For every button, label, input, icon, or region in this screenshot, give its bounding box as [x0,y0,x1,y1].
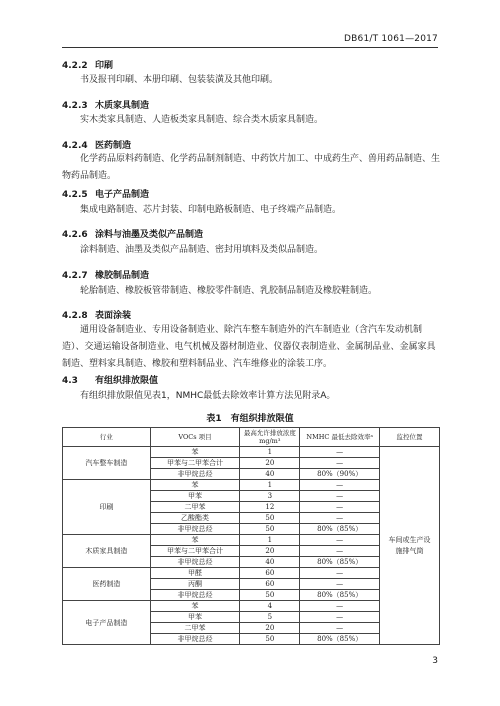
section-number: 4.2.3 [62,101,88,111]
industry-cell: 电子产品制造 [63,601,151,645]
item-cell: 二甲苯 [150,502,240,513]
section-text: 涂料制造、油墨及类似产品制造、密封用填料及类似品制造。 [80,245,324,255]
item-cell: 甲苯 [150,612,240,623]
header-item: VOCs 项目 [150,428,240,447]
industry-cell: 印刷 [63,480,151,535]
section-text: 书及报刊印刷、本册印刷、包装装潢及其他印刷。 [80,75,279,85]
efficiency-cell: 80%（85%） [300,524,380,535]
table-header-row [63,428,440,447]
item-cell: 苯 [150,447,240,458]
item-cell: 甲苯与二甲苯合计 [150,546,240,557]
item-cell: 甲醛 [150,568,240,579]
limit-cell: 50 [240,513,300,524]
item-cell: 非甲烷总烃 [150,634,240,645]
section-heading [62,308,131,321]
efficiency-cell: 80%（85%） [300,590,380,601]
industry-cell: 木质家具制造 [63,535,151,568]
efficiency-cell: — [300,491,380,502]
section-title: 有组织排放限值 [95,376,159,386]
section-text: 通用设备制造业、专用设备制造业、除汽车整车制造外的汽车制造业（含汽车发动机制造）、交通运输设备制造业、电气机械及器材制造业、仪器仪表制造业、金属制品业、金属家具制造、塑料家具制造、橡胶和塑料制品业、汽车维修业的涂装工序。 [62,325,436,369]
efficiency-cell: — [300,623,380,634]
limit-cell: 60 [240,579,300,590]
section-number: 4.2.7 [62,271,88,281]
item-cell: 非甲烷总烃 [150,524,240,535]
limit-cell: 40 [240,557,300,568]
efficiency-cell: — [300,447,380,458]
item-cell: 丙酮 [150,579,240,590]
efficiency-cell: — [300,458,380,469]
section-title: 橡胶制品制造 [95,271,150,281]
item-cell: 甲苯 [150,491,240,502]
item-cell: 非甲烷总烃 [150,469,240,480]
header-industry: 行业 [63,428,151,447]
limit-cell: 1 [240,535,300,546]
efficiency-cell: — [300,480,380,491]
section-heading [62,187,149,200]
efficiency-cell: 80%（85%） [300,634,380,645]
limit-cell: 50 [240,590,300,601]
section-title: 印刷 [95,61,114,71]
section-number: 4.2.5 [62,190,88,200]
standard-code: DB61/T 1061—2017 [344,34,438,44]
section-text: 轮胎制造、橡胶板管带制造、橡胶零件制造、乳胶制品制造及橡胶鞋制造。 [80,286,378,296]
section-heading [62,98,149,111]
section-title: 木质家具制造 [95,101,150,111]
section-number: 4.2.6 [62,230,88,240]
limit-cell: 40 [240,469,300,480]
limit-cell: 20 [240,458,300,469]
item-cell: 苯 [150,601,240,612]
section-number: 4.2.2 [62,61,88,71]
limit-cell: 60 [240,568,300,579]
efficiency-cell: 80%（90%） [300,469,380,480]
limit-cell: 1 [240,447,300,458]
efficiency-cell: 80%（85%） [300,557,380,568]
limit-cell: 50 [240,524,300,535]
section-number: 4.2.8 [62,311,88,321]
item-cell: 乙酸酯类 [150,513,240,524]
limit-cell: 3 [240,491,300,502]
limit-cell: 20 [240,623,300,634]
item-cell: 甲苯与二甲苯合计 [150,458,240,469]
section-heading [62,373,158,386]
section-heading [62,138,131,151]
header-monitor: 监控位置 [380,428,440,447]
efficiency-cell: — [300,546,380,557]
header-limit: 最高允许排放浓度 mg/m³ [240,428,300,447]
item-cell: 非甲烷总烃 [150,557,240,568]
item-cell: 苯 [150,480,240,491]
table-row [63,447,440,458]
limit-cell: 20 [240,546,300,557]
industry-cell: 汽车整车制造 [63,447,151,480]
section-text: 化学药品原料药制造、化学药品制剂制造、中药饮片加工、中成药生产、兽用药品制造、生物药品制造。 [62,154,441,181]
item-cell: 苯 [150,535,240,546]
efficiency-cell: — [300,535,380,546]
section-title: 涂料与油墨及类似产品制造 [95,230,204,240]
efficiency-cell: — [300,601,380,612]
efficiency-cell: — [300,612,380,623]
limit-cell: 1 [240,480,300,491]
section-heading [62,268,149,281]
table-caption: 表1 有组织排放限值 [206,414,294,424]
monitor-cell [380,447,440,645]
limit-cell: 12 [240,502,300,513]
section-text: 实木类家具制造、人造板类家具制造、综合类木质家具制造。 [80,115,324,125]
efficiency-cell: — [300,513,380,524]
section-title: 电子产品制造 [95,190,150,200]
efficiency-cell: — [300,502,380,513]
section-number: 4.2.4 [62,141,88,151]
header-efficiency: NMHC 最低去除效率ᵃ [300,428,380,447]
limit-cell: 4 [240,601,300,612]
efficiency-cell: — [300,579,380,590]
industry-cell: 医药制造 [63,568,151,601]
section-heading [62,58,113,71]
section-title: 表面涂装 [95,311,132,321]
header-divider [62,47,438,48]
item-cell: 非甲烷总烃 [150,590,240,601]
limit-cell: 50 [240,634,300,645]
section-text: 集成电路制造、芯片封装、印制电路板制造、电子终端产品制造。 [80,205,342,215]
item-cell: 二甲苯 [150,623,240,634]
efficiency-cell: — [300,568,380,579]
page-number: 3 [432,656,438,666]
section-number: 4.3 [62,376,78,386]
section-text: 有组织排放限值见表1，NMHC最低去除效率计算方法见附录A。 [80,391,336,401]
monitor-text: 车间或生产设施排气筒 [388,535,431,555]
limit-cell: 5 [240,612,300,623]
section-heading [62,227,203,240]
emission-limits-table [62,427,440,645]
section-title: 医药制造 [95,141,132,151]
